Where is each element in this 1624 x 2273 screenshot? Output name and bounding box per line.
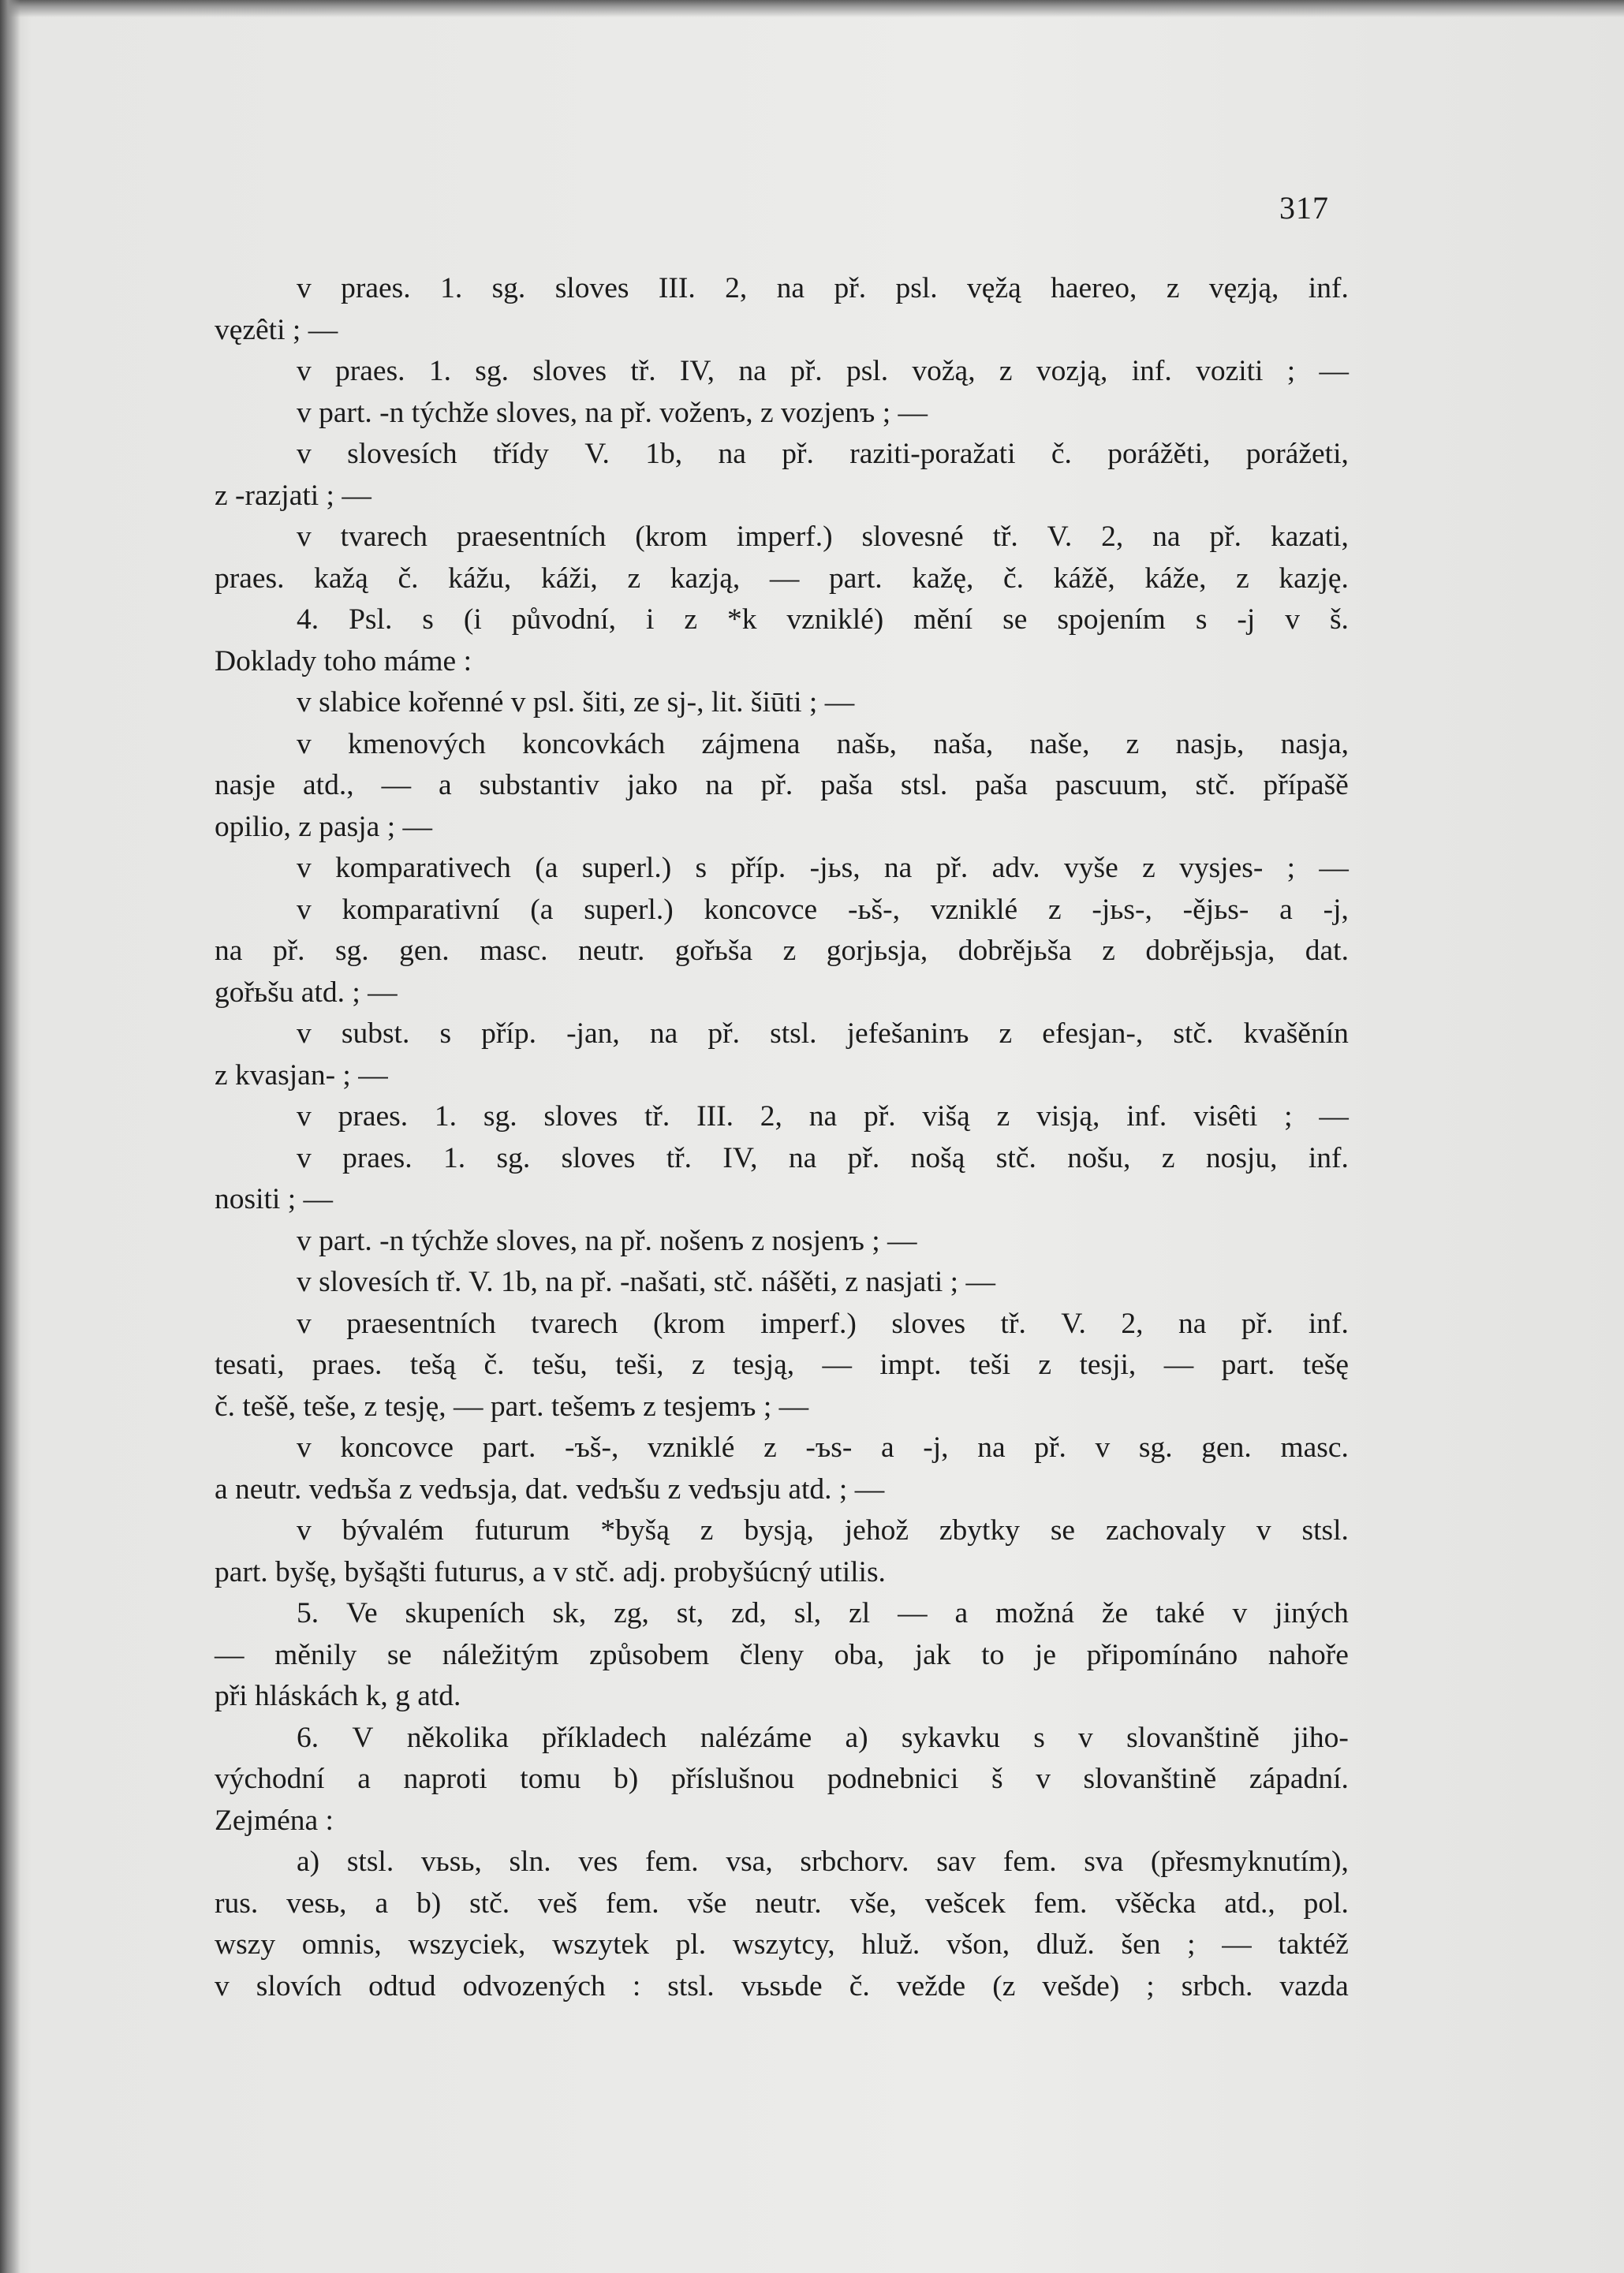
text-line: v part. -n týchže sloves, na př. nošenъ z nosjenъ ; — xyxy=(297,1224,917,1257)
page-number: 317 xyxy=(1279,190,1329,226)
text-line: v kmenových koncovkách zájmena našь, naša, naše, z nasjь, nasja, xyxy=(297,727,1349,760)
text-line: wszy omnis, wszyciek, wszytek pl. wszytcy, hluž. všon, dluž. šen ; — taktéž xyxy=(215,1928,1349,1961)
text-line: v subst. s příp. -jan, na př. stsl. jefešaninъ z efesjan-, stč. kvašěnín xyxy=(297,1017,1349,1050)
text-line: v praesentních tvarech (krom imperf.) sloves tř. V. 2, na př. inf. xyxy=(297,1307,1349,1340)
text-line: a neutr. vedъša z vedъsja, dat. vedъšu z vedъsju atd. ; — xyxy=(215,1472,885,1506)
text-line: v praes. 1. sg. sloves tř. IV, na př. psl. vožą, z vozją, inf. voziti ; — xyxy=(297,355,1349,387)
text-line: v komparativní (a superl.) koncovce -ьš-, vzniklé z -jьs-, -ějьs- a -j, xyxy=(297,893,1349,926)
text-line: v slovesích tř. V. 1b, na př. -našati, stč. nášěti, z nasjati ; — xyxy=(297,1266,995,1298)
text-line: v komparativech (a superl.) s příp. -jьs, na př. adv. vyše z vysjes- ; — xyxy=(297,852,1349,884)
scan-top-edge xyxy=(0,0,1624,17)
text-line: v bývalém futurum *byšą z bysją, jehož zbytky se zachovaly v stsl. xyxy=(297,1514,1349,1547)
text-line: v praes. 1. sg. sloves tř. IV, na př. nošą stč. nošu, z nosju, inf. xyxy=(297,1141,1349,1174)
text-line: vęzêti ; — xyxy=(215,313,338,346)
text-line: v praes. 1. sg. sloves III. 2, na př. psl. vęžą haereo, z vęzją, inf. xyxy=(297,272,1349,304)
text-line: v koncovce part. -ъš-, vzniklé z -ъs- a -j, na př. v sg. gen. masc. xyxy=(297,1431,1349,1464)
scan-left-edge xyxy=(0,0,21,2273)
text-line: praes. kažą č. kážu, káži, z kazją, — part. kažę, č. kážě, káže, z kazję. xyxy=(215,562,1349,595)
text-line: v slovesích třídy V. 1b, na př. raziti-poražati č. porážěti, porážeti, xyxy=(297,438,1349,470)
text-line: z kvasjan- ; — xyxy=(215,1058,388,1092)
text-line: v slovích odtud odvozených : stsl. vьsьde č. vežde (z vešde) ; srbch. vazda xyxy=(215,1969,1349,2002)
text-line: rus. vesь, a b) stč. veš fem. vše neutr. vše, vešcek fem. všěcka atd., pol. xyxy=(215,1887,1349,1920)
text-line: Zejména : xyxy=(215,1804,334,1837)
text-line: Doklady toho máme : xyxy=(215,644,472,677)
text-line: nositi ; — xyxy=(215,1183,334,1215)
text-line: východní a naproti tomu b) příslušnou podnebnici š v slovanštině západní. xyxy=(215,1763,1349,1795)
text-line: opilio, z pasja ; — xyxy=(215,810,432,843)
text-line: tesati, praes. tešą č. tešu, teši, z tesją, — impt. teši z tesji, — part. tešę xyxy=(215,1349,1349,1381)
text-line: part. byšę, byšąšti futurus, a v stč. adj. probyšúcný utilis. xyxy=(215,1555,886,1588)
text-line: 4. Psl. s (i původní, i z *k vzniklé) mění se spojením s -j v š. xyxy=(297,603,1349,636)
text-line: na př. sg. gen. masc. neutr. gořьša z gorjьsja, dobrějьša z dobrějьsja, dat. xyxy=(215,935,1349,967)
text-line: gořьšu atd. ; — xyxy=(215,976,398,1009)
text-line: v praes. 1. sg. sloves tř. III. 2, na př. višą z visją, inf. visêti ; — xyxy=(297,1100,1349,1133)
body-text xyxy=(215,268,1349,2007)
text-line: při hláskách k, g atd. xyxy=(215,1680,461,1712)
text-line: č. tešě, teše, z tesję, — part. tešemъ z tesjemъ ; — xyxy=(215,1390,809,1423)
text-line: a) stsl. vьsь, sln. ves fem. vsa, srbchorv. sav fem. sva (přesmyknutím), xyxy=(297,1846,1349,1878)
text-line: 6. V několika příkladech nalézáme a) sykavku s v slovanštině jiho- xyxy=(297,1721,1349,1754)
text-line: v part. -n týchže sloves, na př. voženъ, z vozjenъ ; — xyxy=(297,396,928,429)
text-line: nasje atd., — a substantiv jako na př. paša stsl. paša pascuum, stč. přípašě xyxy=(215,769,1349,801)
text-line: v slabice kořenné v psl. šiti, ze sj-, lit. šiūti ; — xyxy=(297,686,855,718)
text-line: v tvarech praesentních (krom imperf.) slovesné tř. V. 2, na př. kazati, xyxy=(297,521,1349,553)
text-line: z -razjati ; — xyxy=(215,479,371,512)
text-line: 5. Ve skupeních sk, zg, st, zd, sl, zl — a možná že také v jiných xyxy=(297,1597,1349,1629)
text-line: — měnily se náležitým způsobem členy oba, jak to je připomínáno nahoře xyxy=(215,1638,1349,1671)
